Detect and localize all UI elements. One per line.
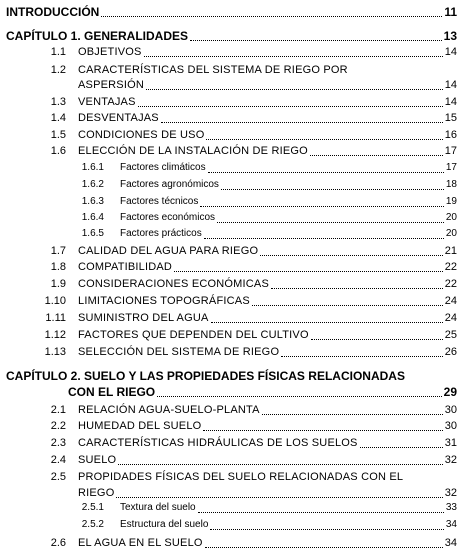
toc-entry-title: OBJETIVOS bbox=[78, 46, 142, 58]
leader-dots bbox=[198, 497, 444, 513]
toc-entry-number: 1.6 bbox=[50, 145, 66, 157]
toc-entry[interactable] bbox=[0, 517, 461, 533]
toc-entry-number: 1.10 bbox=[44, 295, 66, 307]
leader-dots bbox=[146, 74, 443, 90]
toc-entry-continuation bbox=[0, 384, 461, 400]
toc-entry-page: 19 bbox=[445, 196, 457, 207]
leader-dots bbox=[204, 223, 444, 239]
toc-entry[interactable] bbox=[0, 535, 461, 551]
leader-dots bbox=[221, 174, 444, 190]
toc-entry-title: Factores climáticos bbox=[120, 162, 206, 173]
toc-entry-number: 1.8 bbox=[50, 261, 66, 273]
toc-entry-title: Factores técnicos bbox=[120, 196, 199, 207]
toc-entry-title: VENTAJAS bbox=[78, 96, 136, 108]
toc-entry-page: 30 bbox=[444, 404, 457, 416]
toc-entry-page: 14 bbox=[444, 46, 457, 58]
toc-entry-title: ELECCIÓN DE LA INSTALACIÓN DE RIEGO bbox=[78, 145, 308, 157]
toc-entry[interactable] bbox=[0, 452, 461, 468]
toc-entry-page: 18 bbox=[445, 179, 457, 190]
leader-dots bbox=[208, 157, 444, 173]
toc-entry-title: LIMITACIONES TOPOGRÁFICAS bbox=[78, 295, 250, 307]
leader-dots bbox=[138, 91, 443, 107]
leader-dots bbox=[210, 514, 444, 530]
toc-entry-page: 34 bbox=[445, 519, 457, 530]
toc-entry-title: EL AGUA EN EL SUELO bbox=[78, 537, 203, 549]
toc-entry-page: 15 bbox=[444, 112, 457, 124]
leader-dots bbox=[206, 124, 443, 140]
leader-dots bbox=[116, 482, 443, 498]
leader-dots bbox=[118, 449, 443, 465]
leader-dots bbox=[157, 381, 442, 397]
leader-dots bbox=[252, 290, 443, 306]
toc-entry-page: 32 bbox=[444, 454, 457, 466]
toc-entry-number: 2.6 bbox=[50, 537, 66, 549]
toc-entry-number: 1.6.3 bbox=[81, 196, 104, 207]
toc-entry-page: 25 bbox=[444, 329, 457, 341]
toc-entry-title: SUMINISTRO DEL AGUA bbox=[78, 312, 209, 324]
toc-entry-page: 24 bbox=[444, 295, 457, 307]
toc-entry-page: 21 bbox=[444, 245, 457, 257]
toc-entry-number: 1.6.4 bbox=[81, 212, 104, 223]
toc-entry-number: 1.12 bbox=[44, 329, 66, 341]
toc-entry-page: 29 bbox=[443, 385, 457, 399]
leader-dots bbox=[161, 107, 443, 123]
toc-entry[interactable] bbox=[0, 344, 461, 360]
leader-dots bbox=[190, 25, 442, 41]
toc-entry[interactable] bbox=[0, 44, 461, 60]
toc-entry-number: 2.3 bbox=[50, 437, 66, 449]
toc-entry-title: SUELO bbox=[78, 454, 117, 466]
leader-dots bbox=[310, 140, 443, 156]
leader-dots bbox=[211, 307, 443, 323]
leader-dots bbox=[260, 240, 443, 256]
toc-entry-title: CAPÍTULO 2. SUELO Y LAS PROPIEDADES FÍSICAS RELACIONADAS bbox=[6, 369, 405, 383]
toc-entry-title: Factores prácticos bbox=[120, 228, 202, 239]
leader-dots bbox=[311, 324, 443, 340]
toc-entry-page: 34 bbox=[444, 537, 457, 549]
toc-entry-number: 2.5.1 bbox=[81, 502, 104, 513]
toc-entry-number: 2.1 bbox=[50, 404, 66, 416]
toc-entry-page: 11 bbox=[444, 5, 457, 19]
toc-entry-number: 1.6.5 bbox=[81, 228, 104, 239]
leader-dots bbox=[271, 273, 443, 289]
leader-dots bbox=[262, 399, 443, 415]
toc-entry-number: 1.6.1 bbox=[81, 162, 104, 173]
toc-entry-page: 20 bbox=[445, 228, 457, 239]
leader-dots bbox=[205, 532, 443, 548]
leader-dots bbox=[217, 207, 444, 223]
toc-entry-title-continued: RIEGO bbox=[78, 487, 115, 499]
toc-entry-number: 1.11 bbox=[45, 312, 66, 324]
toc-entry-number: 1.13 bbox=[44, 346, 66, 358]
toc-entry-page: 14 bbox=[444, 96, 457, 108]
toc-entry-title: FACTORES QUE DEPENDEN DEL CULTIVO bbox=[78, 329, 309, 341]
toc-entry-title: CALIDAD DEL AGUA PARA RIEGO bbox=[78, 245, 259, 257]
toc-entry-number: 2.4 bbox=[50, 454, 66, 466]
toc-entry-number: 1.3 bbox=[50, 96, 66, 108]
toc-entry-number: 1.5 bbox=[50, 129, 66, 141]
leader-dots bbox=[174, 256, 443, 272]
leader-dots bbox=[101, 1, 442, 17]
toc-entry-title: DESVENTAJAS bbox=[78, 112, 159, 124]
toc-entry[interactable] bbox=[0, 4, 461, 20]
toc-entry-number: 2.5.2 bbox=[81, 519, 104, 530]
toc-entry-number: 1.1 bbox=[50, 46, 66, 58]
leader-dots bbox=[200, 191, 444, 207]
toc-entry-title-continued: CON EL RIEGO bbox=[68, 385, 156, 399]
leader-dots bbox=[144, 41, 443, 57]
toc-entry-title: RELACIÓN AGUA-SUELO-PLANTA bbox=[78, 404, 260, 416]
toc-entry-page: 31 bbox=[444, 437, 457, 449]
toc-entry-page: 17 bbox=[444, 145, 457, 157]
toc-entry-title: CAPÍTULO 1. GENERALIDADES bbox=[6, 29, 189, 43]
toc-entry-title: PROPIDADES FÍSICAS DEL SUELO RELACIONADAS CON EL bbox=[78, 471, 404, 483]
toc-entry-title: SELECCIÓN DEL SISTEMA DE RIEGO bbox=[78, 346, 280, 358]
toc-entry-title: HUMEDAD DEL SUELO bbox=[78, 420, 202, 432]
toc-entry-page: 26 bbox=[444, 346, 457, 358]
toc-entry-title-continued: ASPERSIÓN bbox=[78, 79, 144, 91]
toc-entry-title: COMPATIBILIDAD bbox=[78, 261, 173, 273]
toc-entry-title: CONSIDERACIONES ECONÓMICAS bbox=[78, 278, 270, 290]
toc-entry-page: 14 bbox=[444, 79, 457, 91]
leader-dots bbox=[281, 341, 443, 357]
toc-entry-title: CARACTERÍSTICAS HIDRÁULICAS DE LOS SUELOS bbox=[78, 437, 358, 449]
leader-dots bbox=[203, 415, 443, 431]
toc-entry-title: Factores agronómicos bbox=[120, 179, 219, 190]
toc-entry-page: 13 bbox=[443, 29, 457, 43]
toc-entry-page: 20 bbox=[445, 212, 457, 223]
toc-entry-number: 1.2 bbox=[50, 64, 66, 76]
toc-entry-page: 17 bbox=[445, 162, 457, 173]
toc-entry-page: 22 bbox=[444, 278, 457, 290]
toc-entry-number: 1.7 bbox=[50, 245, 66, 257]
toc-entry-page: 32 bbox=[444, 487, 457, 499]
toc-entry-title: Estructura del suelo bbox=[120, 519, 209, 530]
toc-entry-number: 2.5 bbox=[50, 471, 66, 483]
toc-entry-title: Textura del suelo bbox=[120, 502, 196, 513]
toc-entry-number: 1.4 bbox=[50, 112, 66, 124]
toc-entry-number: 1.6.2 bbox=[81, 179, 104, 190]
toc-entry-title: CARACTERÍSTICAS DEL SISTEMA DE RIEGO POR bbox=[78, 64, 348, 76]
toc-entry-title: Factores económicos bbox=[120, 212, 216, 223]
toc-entry-page: 24 bbox=[444, 312, 457, 324]
leader-dots bbox=[360, 432, 443, 448]
toc-entry-title: INTRODUCCIÓN bbox=[6, 5, 100, 19]
toc-entry-page: 33 bbox=[445, 502, 457, 513]
toc-entry-page: 16 bbox=[444, 129, 457, 141]
toc-entry-page: 22 bbox=[444, 261, 457, 273]
toc-entry-title: CONDICIONES DE USO bbox=[78, 129, 205, 141]
toc-entry-number: 1.9 bbox=[50, 278, 66, 290]
toc-entry-page: 30 bbox=[444, 420, 457, 432]
toc-entry-number: 2.2 bbox=[50, 420, 66, 432]
